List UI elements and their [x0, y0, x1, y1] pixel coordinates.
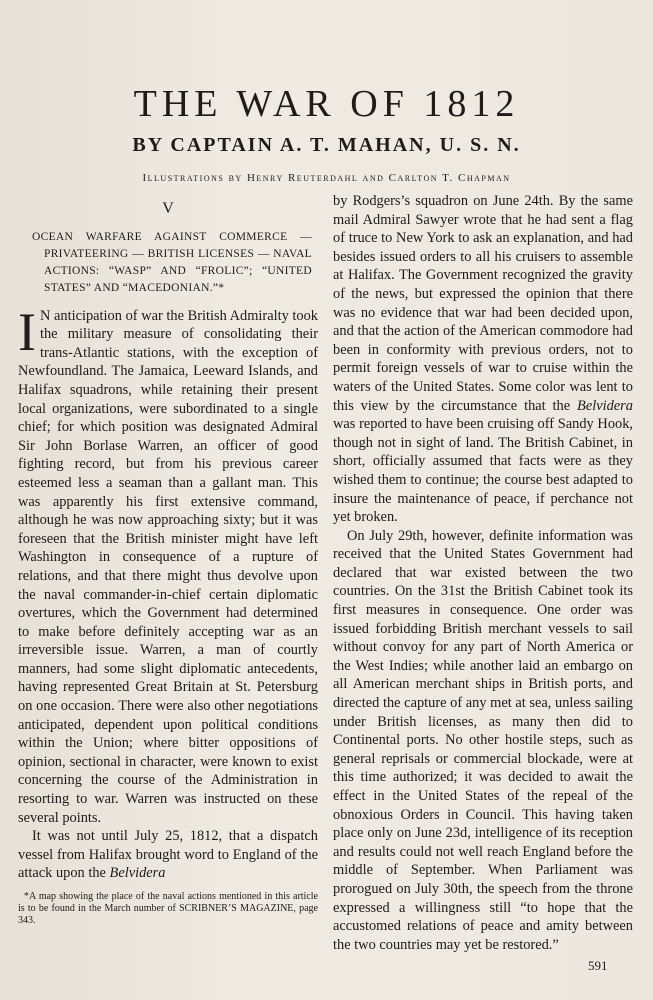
- ship-name-2: Belvidera: [577, 397, 633, 414]
- ship-name: Belvidera: [109, 865, 166, 882]
- page-number: 591: [588, 958, 608, 973]
- paragraph-2-text-c: was reported to have been cruising off Sandy Hook, though not in sight of land. The British Cabinet, in short, officially assumed that facts were as they wished them to continue; the course best adapted to insure the maintenance of peace, if perchance not yet broken.: [333, 416, 633, 526]
- footnote: *A map showing the place of the naval actions mentioned in this article is to be found in the March number of SCRIBNER’S MAGAZINE, page 343.: [18, 891, 318, 926]
- right-column: [333, 192, 633, 954]
- illustration-credit: Illustrations by Henry Reuterdahl and Carlton T. Chapman: [142, 172, 511, 184]
- byline: BY CAPTAIN A. T. MAHAN, U. S. N.: [132, 134, 521, 156]
- paragraph-2-text-b: by Rodgers’s squadron on June 24th. By the same mail Admiral Sawyer wrote that he had sent a flag of truce to New York to ask an explanation, and had besides issued orders to all his cruisers to assemble at Halifax. The Government recognized the gravity of the news, but expressed the opinion that there was no evidence that war had been decided upon, and that the action of the American commodore had been in conformity with previous orders, not to permit foreign vessels of war to cruise within the waters of the United States. Some color was lent to this view by the circumstance that the: [333, 193, 633, 414]
- article-title: THE WAR OF 1812: [133, 83, 520, 125]
- chapter-number: V: [162, 200, 174, 217]
- paragraph-2-text-a: It was not until July 25, 1812, that a dispatch vessel from Halifax brought word to England of the attack upon the: [18, 828, 318, 882]
- paragraph-3: On July 29th, however, definite information was received that the United States Government had declared that war existed between the two countries. On the 31st the British Cabinet took its first measures in consequence. One order was issued forbidding British merchant vessels to sail without convoy for any part of North America or the West Indies; while another laid an embargo on all American merchant ships in British ports, and directed the capture of any met at sea, unless sailing under British licenses, as many then did to Continental ports. No other hostile steps, such as general reprisals or commercial blockade, were at this time authorized; it was decided to await the effect in the United States of the repeal of the obnoxious Orders in Council. This having taken place only on June 23d, intelligence of its reception and results could not well reach England before the middle of September. When Parliament was prorogued on July 30th, the speech from the throne expressed a willingness still “to hope that the accustomed relations of peace and amity between the two countries may yet be restored.”: [333, 527, 633, 953]
- drop-cap: I: [18, 301, 36, 362]
- paragraph-2-continued: [333, 192, 633, 527]
- left-column: [18, 192, 318, 927]
- paragraph-1-text: N anticipation of war the British Admiralty took the military measure of consolidating their trans-Atlantic stations, with the exception of Newfoundland. The Jamaica, Leeward Islands, and Halifax squadrons, while retaining their present local organizations, were subordinated to a single chief; for which position was designated Admiral Sir John Borlase Warren, an officer of good fighting record, but from his previous career esteemed less a seaman than a gallant man. This was apparently his first extensive command, although he was now approaching sixty; but it was foreseen that the British minister might have left Washington in consequence of a rupture of relations, and that there might thus devolve upon the naval commander-in-chief certain diplomatic overtures, which the Government had determined to make before definitely accepting war as an irreversible issue. Warren, a man of courtly manners, had some slight diplomatic antecedents, having represented Great Britain at St. Petersburg on one occasion. There were also other negotiations anticipated, dependent upon political conditions within the Union; where bitter oppositions of opinion, sectional in character, were known to exist concerning the course of the Administration in resorting to war. Warren was instructed on these several points.: [18, 307, 318, 826]
- paragraph-2-start: [18, 827, 318, 883]
- paragraph-1: [18, 301, 318, 828]
- chapter-summary: OCEAN WARFARE AGAINST COMMERCE — PRIVATEERING — BRITISH LICENSES — NAVAL ACTIONS: “WASP” AND “FROLIC”; “UNITED STATES” AND “MACEDONIAN.”*: [32, 230, 312, 294]
